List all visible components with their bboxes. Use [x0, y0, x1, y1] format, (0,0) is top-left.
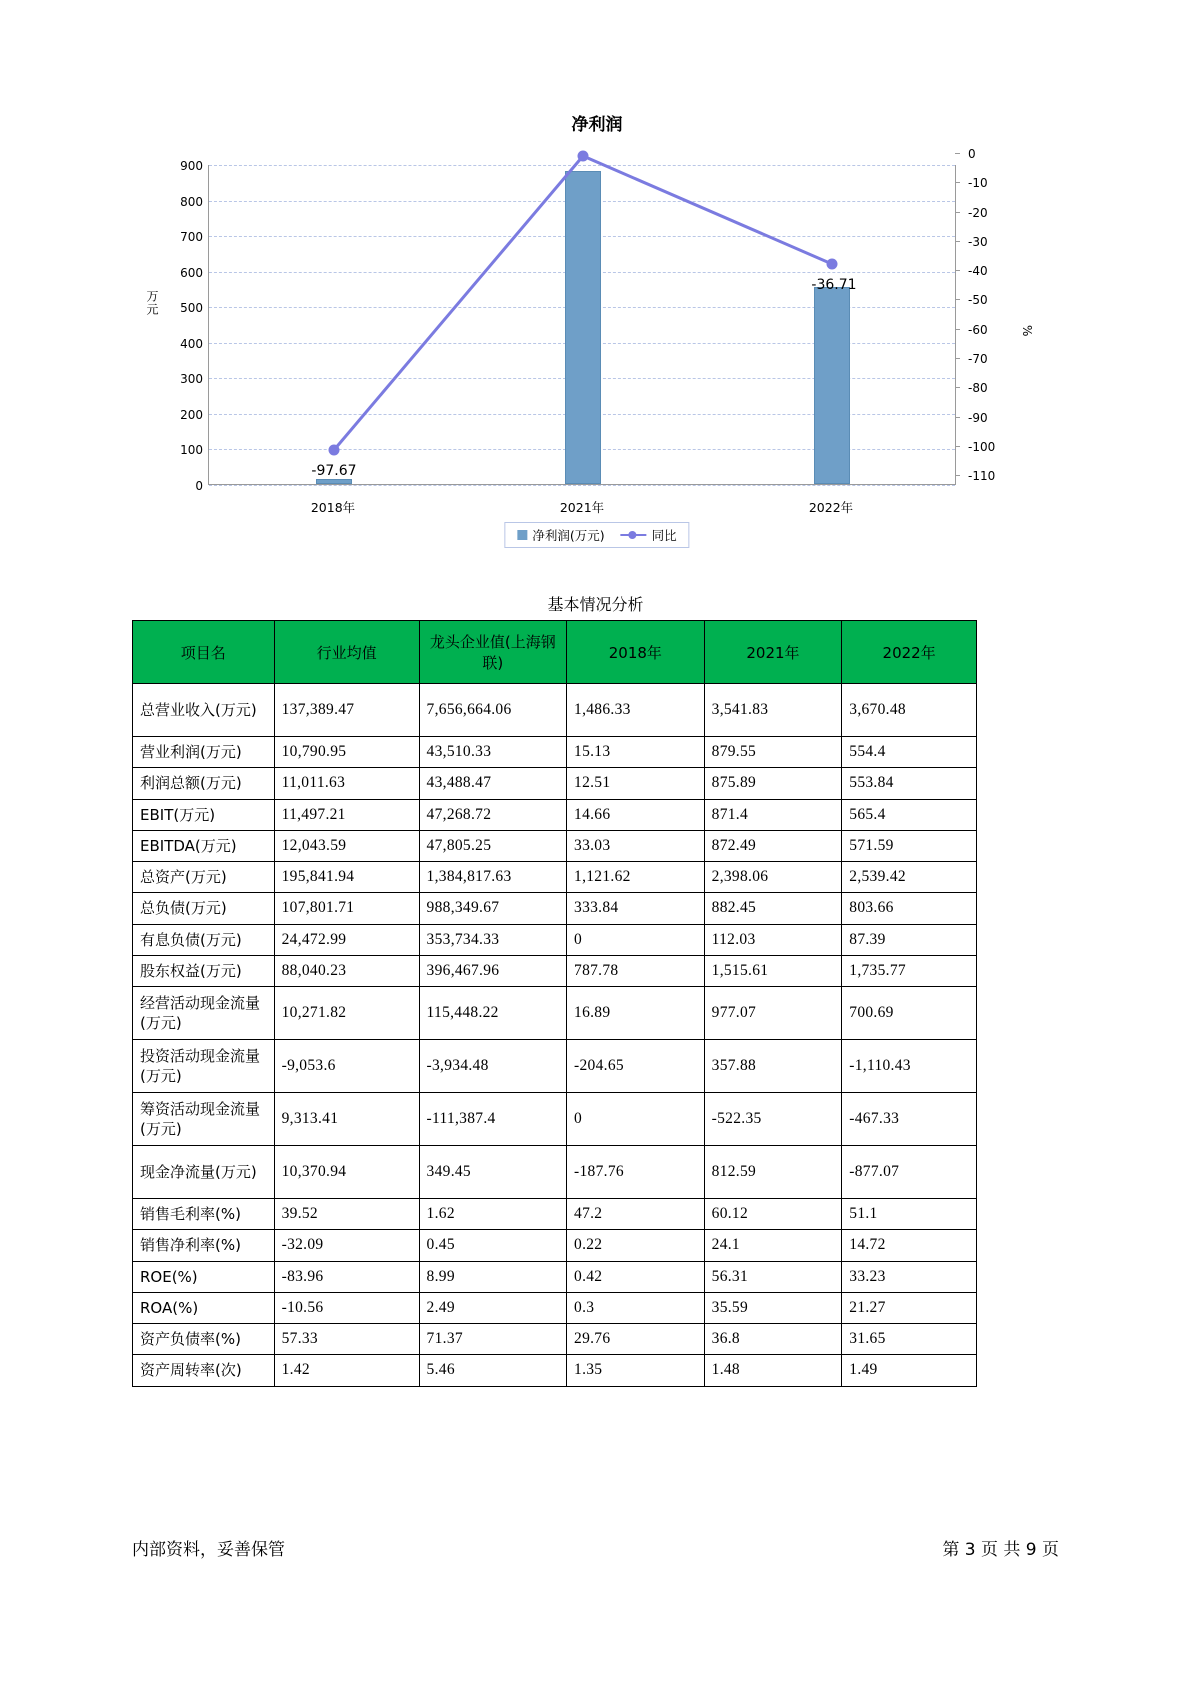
cell-2022: 3,670.48 [842, 684, 977, 737]
cell-leader: 0.45 [419, 1230, 566, 1261]
row-label: 总营业收入(万元) [133, 684, 275, 737]
cell-2018: 787.78 [567, 955, 705, 986]
cell-industry-avg: -83.96 [274, 1261, 419, 1292]
row-label: 销售毛利率(%) [133, 1199, 275, 1230]
cell-industry-avg: 107,801.71 [274, 893, 419, 924]
cell-2022: 803.66 [842, 893, 977, 924]
cell-2021: 875.89 [704, 768, 842, 799]
cell-2021: 112.03 [704, 924, 842, 955]
x-tick-2021: 2021年 [559, 500, 605, 515]
cell-2022: 87.39 [842, 924, 977, 955]
col-header-2021: 2021年 [704, 621, 842, 684]
cell-2018: 333.84 [567, 893, 705, 924]
cell-2022: -1,110.43 [842, 1040, 977, 1093]
cell-leader: 43,488.47 [419, 768, 566, 799]
cell-industry-avg: 12,043.59 [274, 830, 419, 861]
cell-2018: 29.76 [567, 1324, 705, 1355]
cell-2021: 1.48 [704, 1355, 842, 1386]
cell-leader: 47,805.25 [419, 830, 566, 861]
legend-item-net-profit [517, 526, 604, 544]
table-row [133, 955, 977, 986]
cell-leader: 115,448.22 [419, 987, 566, 1040]
table-row [133, 1093, 977, 1146]
y-tick-right--60: -60 [968, 322, 988, 337]
line-swatch-icon [621, 530, 647, 540]
y-tick-right--90: -90 [968, 410, 988, 425]
row-label: 有息负债(万元) [133, 924, 275, 955]
cell-2022: 14.72 [842, 1230, 977, 1261]
col-header-2018: 2018年 [567, 621, 705, 684]
y-tick-left-100: 100 [180, 443, 203, 458]
cell-industry-avg: -32.09 [274, 1230, 419, 1261]
cell-industry-avg: 10,370.94 [274, 1146, 419, 1199]
cell-2022: 33.23 [842, 1261, 977, 1292]
table-row [133, 1261, 977, 1292]
table-row [133, 862, 977, 893]
y-tick-right--100: -100 [968, 439, 996, 454]
cell-2018: 14.66 [567, 799, 705, 830]
row-label: 资产周转率(次) [133, 1355, 275, 1386]
chart-y-axis-right-title: % [1020, 325, 1034, 337]
chart-plot-area [180, 147, 996, 493]
table-row [133, 1199, 977, 1230]
row-label: 股东权益(万元) [133, 955, 275, 986]
chart-legend [504, 522, 689, 548]
table-row [133, 830, 977, 861]
cell-2018: 0 [567, 924, 705, 955]
cell-2018: 0.22 [567, 1230, 705, 1261]
yoy-point-2022 [827, 259, 838, 270]
cell-leader: -3,934.48 [419, 1040, 566, 1093]
cell-leader: -111,387.4 [419, 1093, 566, 1146]
row-label: 投资活动现金流量(万元) [133, 1040, 275, 1093]
cell-industry-avg: 1.42 [274, 1355, 419, 1386]
y-tick-left-200: 200 [180, 407, 203, 422]
table-row [133, 987, 977, 1040]
cell-2018: 1,486.33 [567, 684, 705, 737]
y-tick-right--20: -20 [968, 205, 988, 220]
y-tick-left-400: 400 [180, 336, 203, 351]
cell-2018: 16.89 [567, 987, 705, 1040]
row-label: 现金净流量(万元) [133, 1146, 275, 1199]
row-label: 利润总额(万元) [133, 768, 275, 799]
cell-2021: 812.59 [704, 1146, 842, 1199]
y-tick-left-900: 900 [180, 159, 203, 173]
cell-2018: 0.42 [567, 1261, 705, 1292]
cell-2022: 2,539.42 [842, 862, 977, 893]
page-number: 第 3 页 共 9 页 [942, 1540, 1059, 1560]
table-row [133, 799, 977, 830]
cell-2022: 700.69 [842, 987, 977, 1040]
yoy-point-2021 [578, 151, 589, 162]
table-row [133, 768, 977, 799]
cell-2021: 36.8 [704, 1324, 842, 1355]
cell-2021: 872.49 [704, 830, 842, 861]
footer-note: 内部资料，妥善保管 [132, 1540, 285, 1560]
cell-2021: 24.1 [704, 1230, 842, 1261]
cell-2018: 47.2 [567, 1199, 705, 1230]
cell-2021: 56.31 [704, 1261, 842, 1292]
cell-leader: 349.45 [419, 1146, 566, 1199]
cell-2022: 554.4 [842, 737, 977, 768]
cell-2021: 977.07 [704, 987, 842, 1040]
y-tick-right--50: -50 [968, 293, 988, 308]
cell-leader: 2.49 [419, 1292, 566, 1323]
cell-2021: -522.35 [704, 1093, 842, 1146]
row-label: 营业利润(万元) [133, 737, 275, 768]
yoy-label-2018: -97.67 [311, 463, 357, 479]
row-label: 销售净利率(%) [133, 1230, 275, 1261]
yoy-point-2018 [329, 445, 340, 456]
cell-2018: 1,121.62 [567, 862, 705, 893]
cell-leader: 43,510.33 [419, 737, 566, 768]
cell-leader: 1,384,817.63 [419, 862, 566, 893]
gridline-0 [195, 479, 955, 493]
cell-2021: 879.55 [704, 737, 842, 768]
cell-2022: 553.84 [842, 768, 977, 799]
legend-label-yoy: 同比 [651, 528, 677, 543]
cell-2021: 1,515.61 [704, 955, 842, 986]
row-label: 经营活动现金流量(万元) [133, 987, 275, 1040]
cell-2022: 571.59 [842, 830, 977, 861]
cell-leader: 7,656,664.06 [419, 684, 566, 737]
cell-leader: 5.46 [419, 1355, 566, 1386]
chart-y-axis-left-title: 万元 [145, 290, 159, 316]
table-title: 基本情况分析 [547, 595, 644, 614]
y-tick-left-700: 700 [180, 230, 203, 245]
cell-2022: -467.33 [842, 1093, 977, 1146]
cell-2018: 1.35 [567, 1355, 705, 1386]
y-tick-right--110: -110 [968, 469, 996, 483]
y-tick-left-600: 600 [180, 265, 203, 280]
col-header-industry-avg: 行业均值 [274, 621, 419, 684]
row-label: EBITDA(万元) [133, 830, 275, 861]
table-row [133, 1355, 977, 1386]
cell-industry-avg: 137,389.47 [274, 684, 419, 737]
cell-leader: 1.62 [419, 1199, 566, 1230]
cell-2022: 1,735.77 [842, 955, 977, 986]
table-row [133, 737, 977, 768]
cell-industry-avg: 24,472.99 [274, 924, 419, 955]
cell-industry-avg: -10.56 [274, 1292, 419, 1323]
cell-2022: 51.1 [842, 1199, 977, 1230]
x-tick-2022: 2022年 [808, 500, 854, 515]
row-label: 总负债(万元) [133, 893, 275, 924]
cell-industry-avg: 39.52 [274, 1199, 419, 1230]
col-header-leader: 龙头企业值(上海钢联) [419, 621, 566, 684]
row-label: ROE(%) [133, 1261, 275, 1292]
cell-2021: 2,398.06 [704, 862, 842, 893]
cell-industry-avg: 11,011.63 [274, 768, 419, 799]
cell-2018: 0 [567, 1093, 705, 1146]
cell-industry-avg: 88,040.23 [274, 955, 419, 986]
cell-leader: 396,467.96 [419, 955, 566, 986]
cell-2018: -187.76 [567, 1146, 705, 1199]
cell-2022: 565.4 [842, 799, 977, 830]
cell-2022: 1.49 [842, 1355, 977, 1386]
col-header-2022: 2022年 [842, 621, 977, 684]
table-row [133, 924, 977, 955]
basic-analysis-table [132, 620, 977, 1387]
cell-2021: 3,541.83 [704, 684, 842, 737]
y-tick-right--70: -70 [968, 351, 988, 366]
table-row [133, 893, 977, 924]
cell-industry-avg: 10,271.82 [274, 987, 419, 1040]
bar-swatch-icon [517, 530, 527, 540]
tick-right-0 [955, 147, 976, 161]
row-label: 资产负债率(%) [133, 1324, 275, 1355]
chart-title: 净利润 [571, 115, 623, 135]
cell-industry-avg: 195,841.94 [274, 862, 419, 893]
cell-2018: -204.65 [567, 1040, 705, 1093]
net-profit-chart [132, 110, 1062, 560]
row-label: 总资产(万元) [133, 862, 275, 893]
cell-2021: 882.45 [704, 893, 842, 924]
table-row [133, 684, 977, 737]
cell-industry-avg: -9,053.6 [274, 1040, 419, 1093]
cell-leader: 8.99 [419, 1261, 566, 1292]
cell-2022: -877.07 [842, 1146, 977, 1199]
cell-leader: 71.37 [419, 1324, 566, 1355]
cell-leader: 988,349.67 [419, 893, 566, 924]
cell-2022: 31.65 [842, 1324, 977, 1355]
table-row [133, 1292, 977, 1323]
x-tick-2018: 2018年 [310, 500, 356, 515]
y-tick-right--10: -10 [968, 176, 988, 191]
cell-industry-avg: 57.33 [274, 1324, 419, 1355]
cell-2022: 21.27 [842, 1292, 977, 1323]
cell-leader: 47,268.72 [419, 799, 566, 830]
table-header-row [133, 621, 977, 684]
cell-2018: 0.3 [567, 1292, 705, 1323]
y-tick-right--30: -30 [968, 234, 988, 249]
cell-2018: 33.03 [567, 830, 705, 861]
y-tick-left-500: 500 [180, 301, 203, 316]
cell-industry-avg: 11,497.21 [274, 799, 419, 830]
y-tick-right--80: -80 [968, 381, 988, 396]
row-label: EBIT(万元) [133, 799, 275, 830]
y-tick-right-0: 0 [968, 147, 976, 161]
y-tick-right--40: -40 [968, 264, 988, 279]
legend-label-net-profit: 净利润(万元) [532, 528, 605, 543]
cell-2021: 871.4 [704, 799, 842, 830]
cell-2021: 35.59 [704, 1292, 842, 1323]
table-row [133, 1324, 977, 1355]
cell-2021: 60.12 [704, 1199, 842, 1230]
table-row [133, 1230, 977, 1261]
cell-2021: 357.88 [704, 1040, 842, 1093]
row-label: 筹资活动现金流量(万元) [133, 1093, 275, 1146]
y-tick-left-800: 800 [180, 194, 203, 209]
col-header-item: 项目名 [133, 621, 275, 684]
cell-leader: 353,734.33 [419, 924, 566, 955]
table-row [133, 1040, 977, 1093]
yoy-line-series [209, 165, 957, 485]
y-tick-left-0: 0 [195, 479, 203, 493]
table-row [133, 1146, 977, 1199]
y-tick-left-300: 300 [180, 372, 203, 387]
cell-industry-avg: 9,313.41 [274, 1093, 419, 1146]
cell-2018: 15.13 [567, 737, 705, 768]
legend-item-yoy [621, 526, 677, 544]
row-label: ROA(%) [133, 1292, 275, 1323]
yoy-label-2022: -36.71 [811, 277, 857, 293]
cell-2018: 12.51 [567, 768, 705, 799]
cell-industry-avg: 10,790.95 [274, 737, 419, 768]
